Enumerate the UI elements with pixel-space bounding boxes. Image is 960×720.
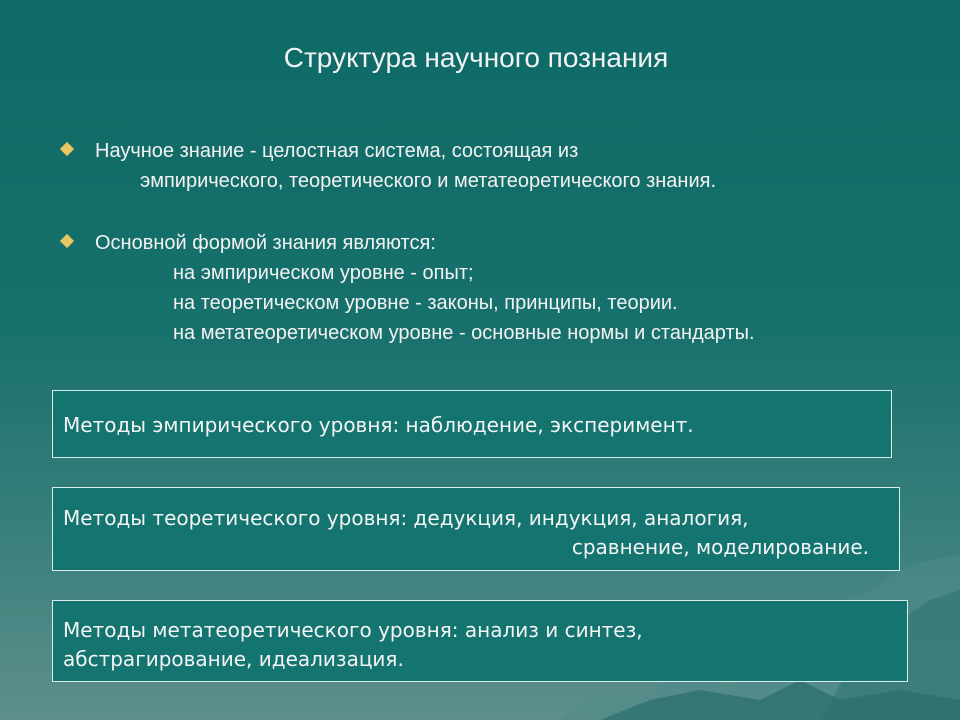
- box-text-line: Методы метатеоретического уровня: анализ и синтез,: [63, 618, 643, 642]
- bullet-text-line: Основной формой знания являются:: [95, 232, 436, 254]
- slide-title: Структура научного познания: [283, 42, 669, 73]
- box-text-line: Методы теоретического уровня: дедукция, индукция, аналогия,: [63, 506, 749, 530]
- theoretical-methods-box: [52, 487, 900, 571]
- box-text-line: Методы эмпирического уровня: наблюдение, эксперимент.: [63, 413, 694, 437]
- bullet-item-2: [62, 232, 942, 352]
- bullet-text-line: эмпирического, теоретического и метатеоретического знания.: [140, 170, 717, 192]
- bullet-item-1: [62, 140, 942, 200]
- bullet-text-line: на эмпирическом уровне - опыт;: [173, 262, 474, 284]
- empirical-methods-box: [52, 390, 892, 458]
- diamond-bullet-icon: [60, 142, 74, 156]
- bullet-text-line: на метатеоретическом уровне - основные нормы и стандарты.: [173, 322, 755, 344]
- metatheoretical-methods-box: [52, 600, 908, 682]
- bullet-text-line: на теоретическом уровне - законы, принципы, теории.: [173, 292, 678, 314]
- diamond-bullet-icon: [60, 234, 74, 248]
- bullet-text-line: Научное знание - целостная система, состоящая из: [95, 140, 579, 162]
- box-text-line: сравнение, моделирование.: [571, 535, 869, 559]
- box-text-line: абстрагирование, идеализация.: [63, 647, 404, 671]
